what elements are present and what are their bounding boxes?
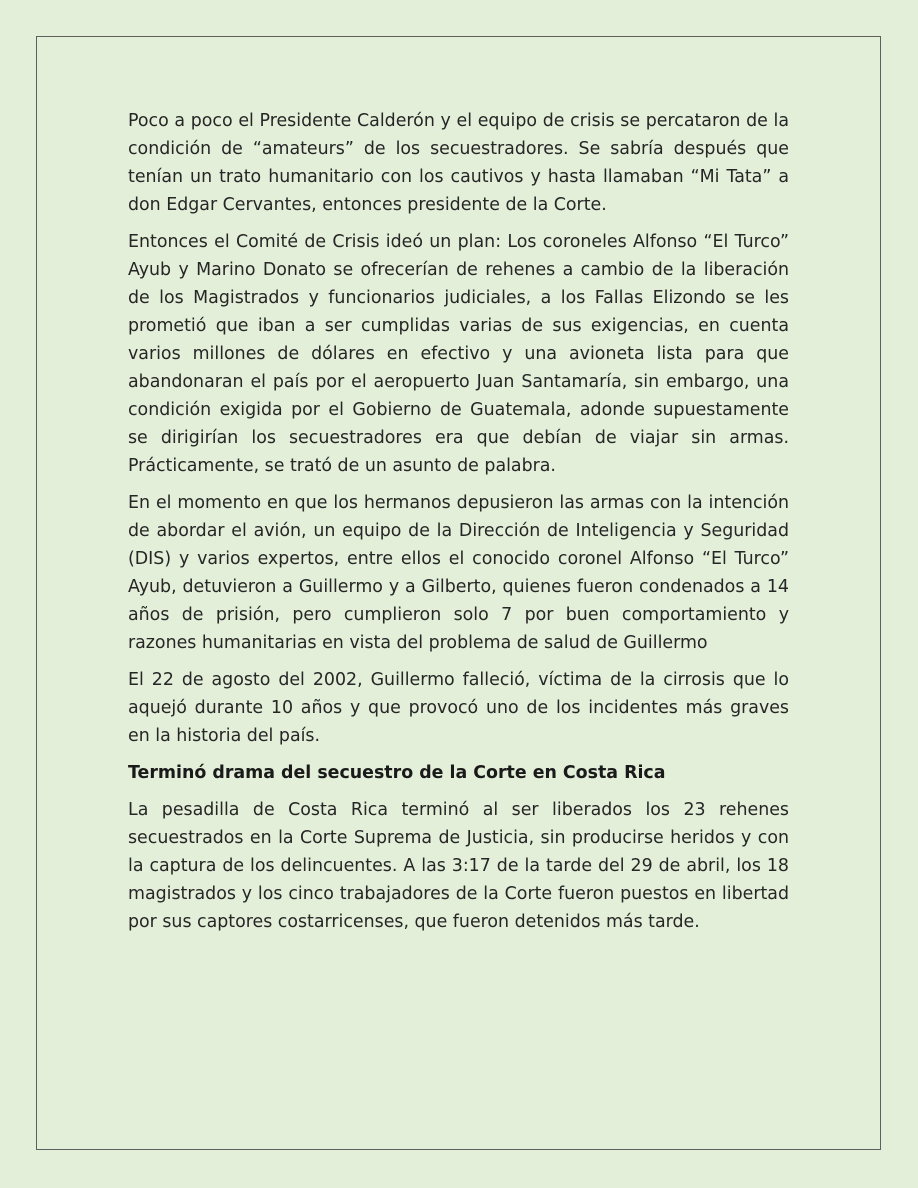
document-page [36, 36, 881, 1150]
document-body [128, 107, 789, 945]
paragraph-1: Poco a poco el Presidente Calderón y el equipo de crisis se percataron de la condición de “amateurs” de los secuestradores. Se sabría después que tenían un trato humanitario con los cautivos y hasta llamaban “Mi Tata” a don Edgar Cervantes, entonces presidente de la Corte. [128, 111, 789, 215]
paragraph-2: Entonces el Comité de Crisis ideó un plan: Los coroneles Alfonso “El Turco” Ayub y Marino Donato se ofrecerían de rehenes a cambio de la liberación de los Magistrados y funcionarios judiciales, a los Fallas Elizondo se les prometió que iban a ser cumplidas varias de sus exigencias, en cuenta varios millones de dólares en efectivo y una avioneta lista para que abandonaran el país por el aeropuerto Juan Santamaría, sin embargo, una condición exigida por el Gobierno de Guatemala, adonde supuestamente se dirigirían los secuestradores era que debían de viajar sin armas. Prácticamente, se trató de un asunto de palabra. [128, 232, 789, 476]
section-heading: Terminó drama del secuestro de la Corte en Costa Rica [128, 763, 666, 783]
paragraph-3: En el momento en que los hermanos depusieron las armas con la intención de abordar el avión, un equipo de la Dirección de Inteligencia y Seguridad (DIS) y varios expertos, entre ellos el conocido coronel Alfonso “El Turco” Ayub, detuvieron a Guillermo y a Gilberto, quienes fueron condenados a 14 años de prisión, pero cumplieron solo 7 por buen comportamiento y razones humanitarias en vista del problema de salud de Guillermo [128, 493, 789, 653]
paragraph-4: El 22 de agosto del 2002, Guillermo falleció, víctima de la cirrosis que lo aquejó durante 10 años y que provocó uno de los incidentes más graves en la historia del país. [128, 670, 789, 746]
paragraph-5: La pesadilla de Costa Rica terminó al ser liberados los 23 rehenes secuestrados en la Corte Suprema de Justicia, sin producirse heridos y con la captura de los delincuentes. A las 3:17 de la tarde del 29 de abril, los 18 magistrados y los cinco trabajadores de la Corte fueron puestos en libertad por sus captores costarricenses, que fueron detenidos más tarde. [128, 800, 789, 932]
